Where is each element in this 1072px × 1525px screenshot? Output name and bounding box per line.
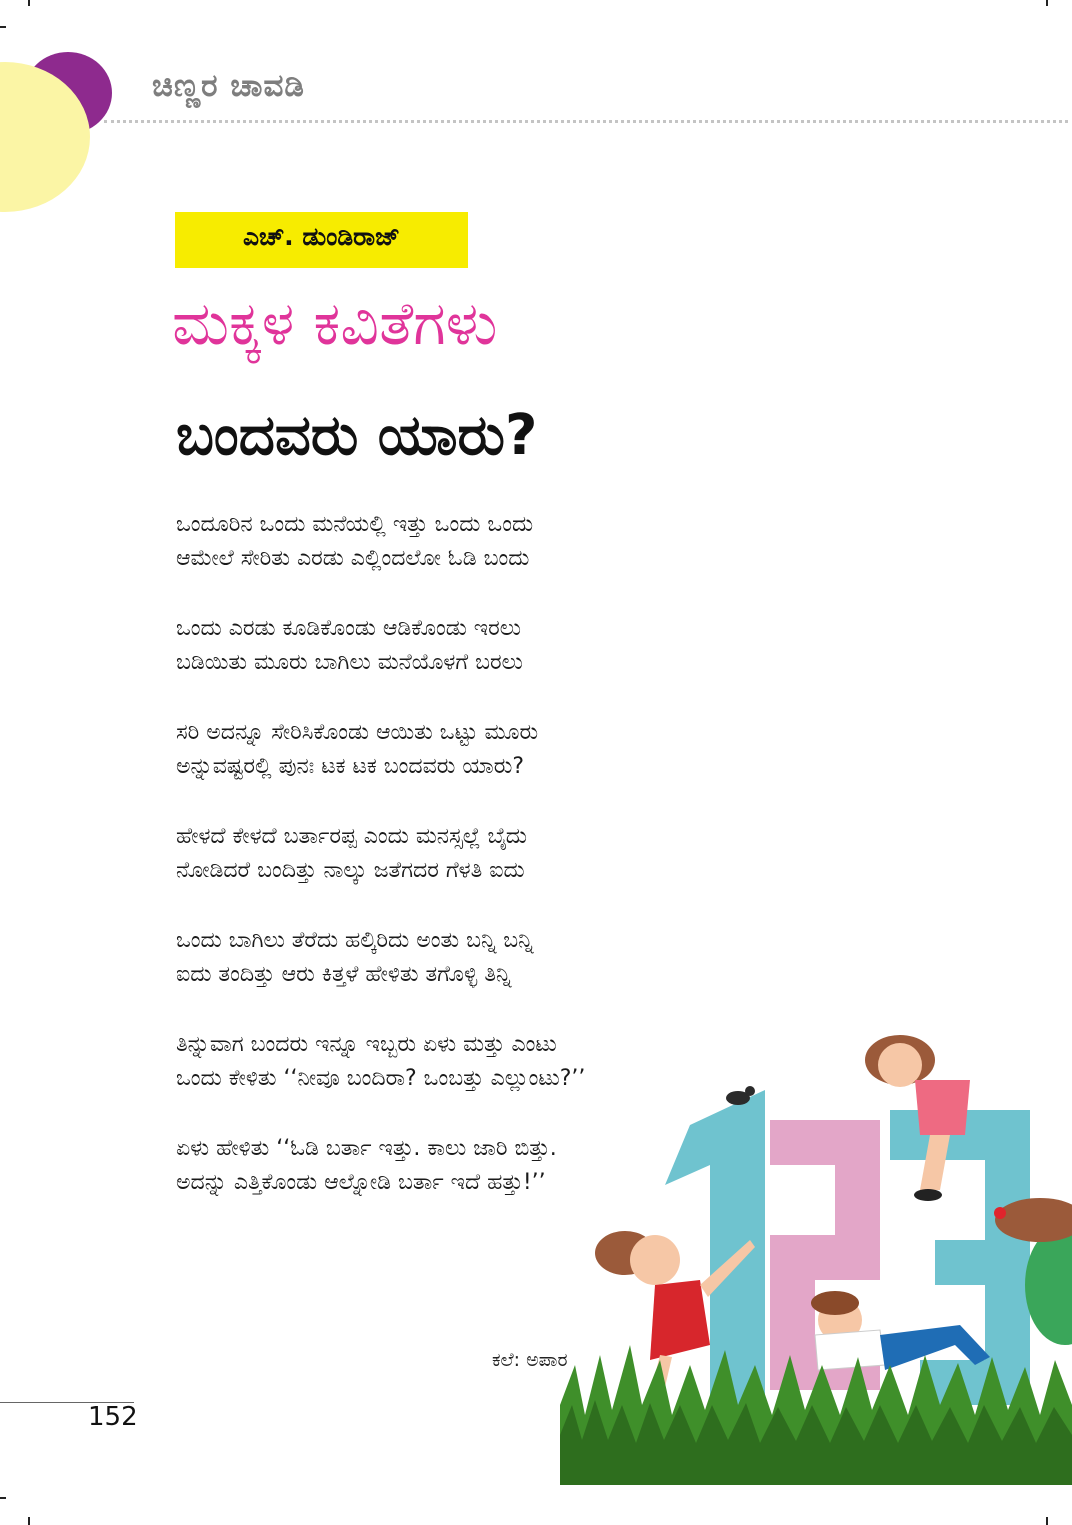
stanza xyxy=(176,924,736,992)
child-green-shirt xyxy=(1025,1225,1072,1345)
children-numbers-illustration xyxy=(560,985,1072,1485)
poem-line: ಏಳು ಹೇಳಿತು ‘‘ಓಡಿ ಬರ್ತಾ ಇತ್ತು. ಕಾಲು ಜಾರಿ ಬಿತ್ತು. xyxy=(176,1136,557,1161)
poem-line: ಆಮೇಲೆ ಸೇರಿತು ಎರಡು ಎಲ್ಲಿಂದಲೋ ಓಡಿ ಬಂದು xyxy=(176,546,530,571)
poem-title: ಬಂದವರು ಯಾರು? xyxy=(176,403,538,468)
stanza xyxy=(176,612,736,680)
digit-three-shape xyxy=(890,1110,1030,1405)
main-title: ಮಕ್ಕಳ ಕವಿತೆಗಳು xyxy=(172,289,498,359)
poem-line: ಅದನ್ನು ಎತ್ತಿಕೊಂಡು ಆಲ್ನೋಡಿ ಬರ್ತಾ ಇದೆ ಹತ್ತು!’’ xyxy=(176,1170,546,1195)
crop-mark xyxy=(0,1497,6,1499)
poem-line: ಐದು ತಂದಿತ್ತು ಆರು ಕಿತ್ತಳೆ ಹೇಳಿತು ತಗೊಳ್ಳಿ ತಿನ್ನಿ xyxy=(176,962,512,987)
illustration-credit: ಕಲೆ: ಅಪಾರ xyxy=(492,1349,568,1371)
stanza xyxy=(176,716,736,784)
girl-red-dress xyxy=(650,1280,710,1360)
stanza xyxy=(176,508,736,576)
poem-line: ಒಂದು ಬಾಗಿಲು ತೆರೆದು ಹಲ್ಕಿರಿದು ಅಂತು ಬನ್ನಿ ಬನ್ನಿ xyxy=(176,928,534,953)
poem-line: ಒಂದು ಎರಡು ಕೂಡಿಕೊಂಡು ಆಡಿಕೊಂಡು ಇರಲು xyxy=(176,616,521,641)
poem-line: ತಿನ್ನುವಾಗ ಬಂದರು ಇನ್ನೂ ಇಬ್ಬರು ಏಳು ಮತ್ತು ಎಂಟು xyxy=(176,1032,557,1057)
girl-pink-dress xyxy=(915,1080,970,1135)
crop-mark xyxy=(1046,1517,1048,1525)
crop-mark xyxy=(0,26,6,28)
poem-line: ಅನ್ನುವಷ್ಟರಲ್ಲಿ ಪುನಃ ಟಕ ಟಕ ಬಂದವರು ಯಾರು? xyxy=(176,754,524,779)
poem-line: ಒಂದೂರಿನ ಒಂದು ಮನೆಯಲ್ಲಿ ಇತ್ತು ಒಂದು ಒಂದು xyxy=(176,512,534,537)
author-name: ಎಚ್. ಡುಂಡಿರಾಜ್ xyxy=(242,222,401,251)
girl-red-face xyxy=(630,1235,680,1285)
poem-line: ನೋಡಿದರೆ ಬಂದಿತ್ತು ನಾಲ್ಕು ಜತೆಗದರ ಗೆಳತಿ ಐದು xyxy=(176,858,525,883)
poem-line: ಒಂದು ಕೇಳಿತು ‘‘ನೀವೂ ಬಂದಿರಾ? ಒಂಬತ್ತು ಎಲ್ಲುಂಟು?’’ xyxy=(176,1066,586,1091)
author-highlight xyxy=(175,212,468,268)
crop-mark xyxy=(1046,0,1048,6)
crop-mark xyxy=(28,0,30,6)
page-number: 152 xyxy=(88,1402,138,1432)
crop-mark xyxy=(28,1517,30,1525)
header-dotted-divider xyxy=(104,120,1068,123)
poem-line: ಸರಿ ಅದನ್ನೂ ಸೇರಿಸಿಕೊಂಡು ಆಯಿತು ಒಟ್ಟು ಮೂರು xyxy=(176,720,539,745)
section-title: ಚಿಣ್ಣರ ಚಾವಡಿ xyxy=(152,68,305,104)
boy-hair xyxy=(811,1291,859,1315)
poem-line: ಬಡಿಯಿತು ಮೂರು ಬಾಗಿಲು ಮನೆಯೊಳಗೆ ಬರಲು xyxy=(176,650,523,675)
boy-white-shirt xyxy=(815,1330,885,1370)
poem-line: ಹೇಳದೆ ಕೇಳದೆ ಬರ್ತಾರಪ್ಪ ಎಂದು ಮನಸ್ಸಲ್ಲೆ ಬೈದು xyxy=(176,824,527,849)
stanza xyxy=(176,820,736,888)
